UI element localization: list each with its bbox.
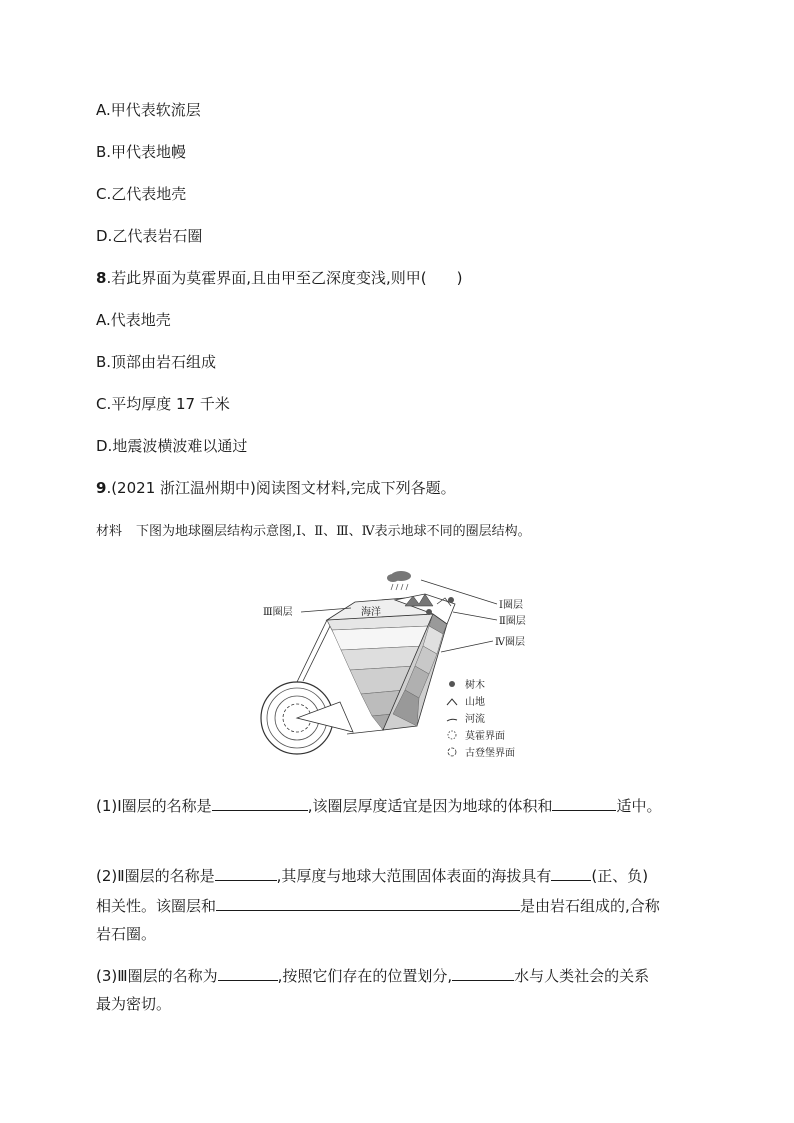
q9-sub1 <box>96 794 661 816</box>
q8-option-c: C.平均厚度 17 千米 <box>96 395 230 413</box>
legend-moho: 莫霍界面 <box>465 731 505 742</box>
legend-river-icon <box>447 719 457 721</box>
zoom-line-top-inner <box>303 622 332 681</box>
legend-tree-icon <box>449 681 455 687</box>
q8-option-b: B.顶部由岩石组成 <box>96 353 217 371</box>
q9-material <box>96 522 531 542</box>
material-tag: 材料 <box>96 524 123 539</box>
q8-option-a: A.代表地壳 <box>96 311 171 329</box>
sub1-blank-2[interactable] <box>552 794 616 811</box>
q8-stem-text: .若此界面为莫霍界面,且由甲至乙深度变浅,则甲( ) <box>106 269 463 287</box>
q7-option-b: B.甲代表地幔 <box>96 143 187 161</box>
q7-option-c: C.乙代表地壳 <box>96 185 187 203</box>
legend-mountain-icon <box>447 699 457 705</box>
sub1-blank-1[interactable] <box>212 794 308 811</box>
q7-option-a: A.甲代表软流层 <box>96 101 201 119</box>
rain-cloud-icon <box>387 571 411 590</box>
sub2-blank-3[interactable] <box>216 894 520 911</box>
label-iv: Ⅳ圈层 <box>495 637 525 648</box>
figure-legend <box>447 678 515 759</box>
sub3-text-1: (3)Ⅲ圈层的名称为 <box>96 967 218 985</box>
label-ii: Ⅱ圈层 <box>499 616 526 627</box>
tree-icon-2 <box>448 597 454 603</box>
tree-icon <box>426 609 432 615</box>
sub2-text-2: ,其厚度与地球大范围固体表面的海拔具有 <box>276 867 552 885</box>
zoom-line-top <box>297 620 327 682</box>
sub1-text-2: ,该圈层厚度适宜是因为地球的体积和 <box>307 797 553 815</box>
legend-gutenberg-icon <box>448 748 456 756</box>
q9-sub2-line2 <box>96 894 660 916</box>
q9-stem <box>96 478 456 498</box>
q9-stem-text: .(2021 浙江温州期中)阅读图文材料,完成下列各题。 <box>106 479 456 497</box>
sub2-line2-text-1: 相关性。该圈层和 <box>96 897 217 915</box>
sub2-line2-text-2: 是由岩石组成的,合称 <box>520 897 660 915</box>
sub3-text-3: 水与人类社会的关系 <box>514 967 650 985</box>
legend-tree: 树木 <box>465 680 485 691</box>
q8-number: 8 <box>96 269 107 287</box>
sub1-text-1: (1)Ⅰ圈层的名称是 <box>96 797 212 815</box>
sub3-blank-2[interactable] <box>452 964 514 981</box>
legend-river: 河流 <box>465 714 485 725</box>
sub1-text-3: 适中。 <box>616 797 662 815</box>
q8-stem <box>96 268 462 288</box>
sub3-text-2: ,按照它们存在的位置划分, <box>277 967 453 985</box>
sub3-blank-1[interactable] <box>218 964 278 981</box>
earth-sphere-structure-figure <box>255 568 545 768</box>
sub2-text-3: (正、负) <box>591 867 649 885</box>
q8-option-d: D.地震波横波难以通过 <box>96 437 248 455</box>
sub2-blank-1[interactable] <box>215 864 277 881</box>
globe-cross-section <box>261 682 353 754</box>
legend-mountain: 山地 <box>465 697 485 708</box>
q9-sub2-line1 <box>96 864 648 886</box>
sub2-text-1: (2)Ⅱ圈层的名称是 <box>96 867 215 885</box>
sub2-blank-2[interactable] <box>551 864 591 881</box>
label-ocean: 海洋 <box>361 607 381 618</box>
q9-number: 9 <box>96 479 107 497</box>
q9-sub3-line1 <box>96 964 649 986</box>
label-iii: Ⅲ圈层 <box>263 607 293 618</box>
q9-sub3-line2: 最为密切。 <box>96 995 172 1013</box>
leader-ii <box>453 612 497 620</box>
leader-iv <box>441 641 493 652</box>
legend-moho-icon <box>448 731 456 739</box>
label-i: Ⅰ圈层 <box>499 600 523 611</box>
q7-option-d: D.乙代表岩石圈 <box>96 227 203 245</box>
legend-gutenberg: 古登堡界面 <box>465 748 515 759</box>
material-text: 下图为地球圈层结构示意图,Ⅰ、Ⅱ、Ⅲ、Ⅳ表示地球不同的圈层结构。 <box>136 524 531 539</box>
q9-sub2-line3: 岩石圈。 <box>96 925 157 943</box>
